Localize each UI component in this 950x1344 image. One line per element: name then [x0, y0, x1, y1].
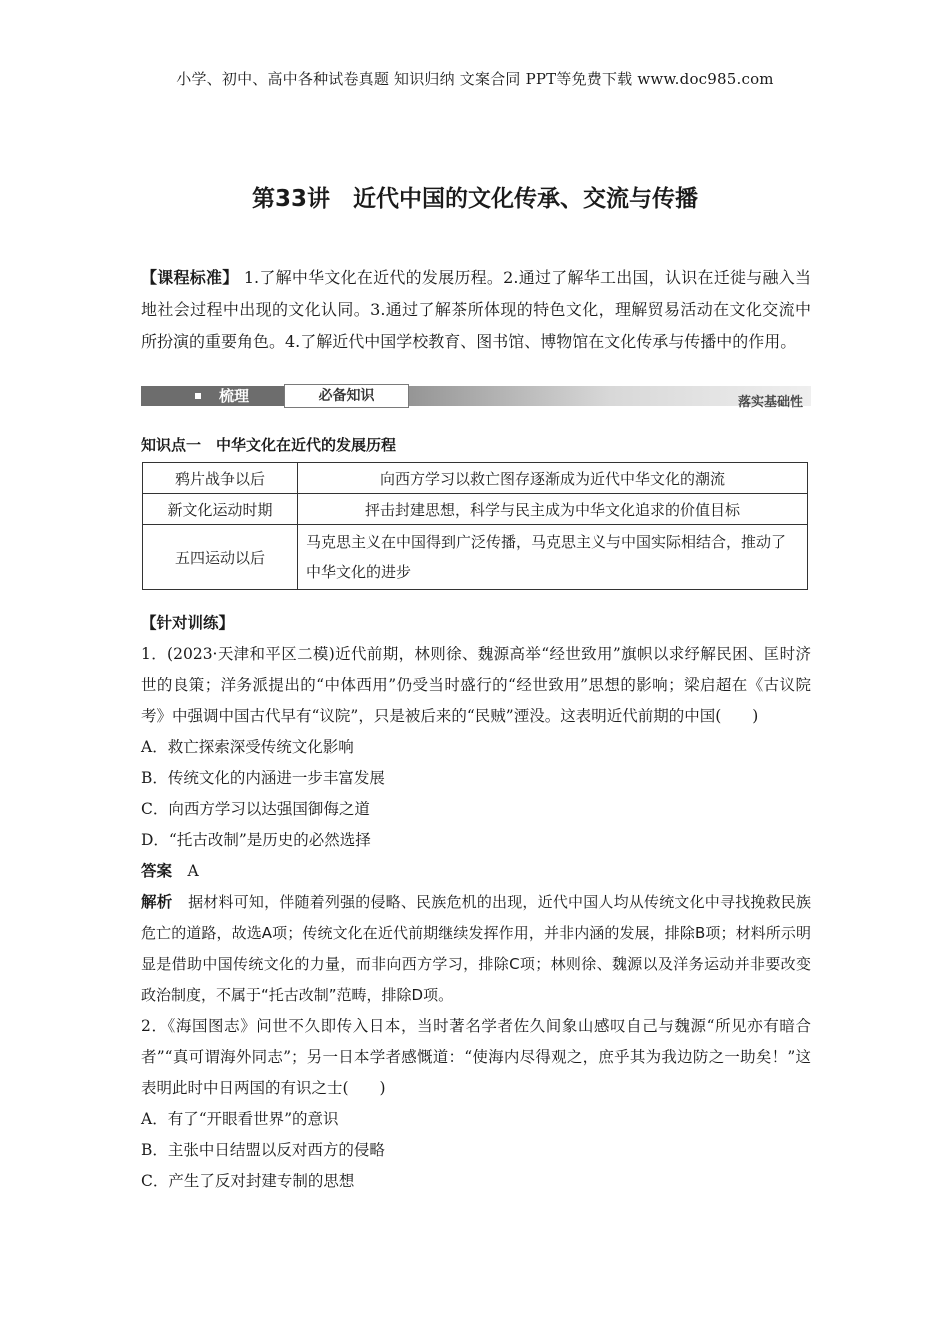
table-cell-content: 向西方学习以救亡图存逐渐成为近代中华文化的潮流: [298, 463, 808, 494]
banner-left: [141, 386, 284, 406]
practice-heading: 【针对训练】: [141, 614, 235, 632]
answer-label: 答案: [141, 862, 173, 880]
question-2-stem: 2．《海国图志》问世不久即传入日本，当时著名学者佐久间象山感叹自己与魏源“所见亦有暗合者”“真可谓海外同志”；另一日本学者感慨道：“使海内尽得观之，庶乎其为我边防之一助矣！”这表明此时中日两国的有识之士( ): [141, 1017, 811, 1097]
question-2-option-a: A．有了“开眼看世界”的意识: [141, 1110, 339, 1128]
question-1-option-b: B．传统文化的内涵进一步丰富发展: [141, 769, 385, 787]
analysis-text: 据材料可知，伴随着列强的侵略、民族危机的出现，近代中国人均从传统文化中寻找挽救民族危亡的道路，故选A项；传统文化在近代前期继续发挥作用，并非内涵的发展，排除B项；材料所示明显是借助中国传统文化的力量，而非向西方学习，排除C项；林则徐、魏源以及洋务运动并非要改变政治制度，不属于“托古改制”范畴，排除D项。: [141, 893, 811, 1004]
question-2-option-b: B．主张中日结盟以反对西方的侵略: [141, 1141, 385, 1159]
table-cell-content: 马克思主义在中国得到广泛传播，马克思主义与中国实际相结合，推动了中华文化的进步: [298, 525, 808, 590]
table-cell-period: 新文化运动时期: [143, 494, 298, 525]
knowledge-table: [142, 462, 808, 590]
practice-section: [141, 608, 811, 1197]
question-1-option-a: A．救亡探索深受传统文化影响: [141, 738, 354, 756]
square-icon: [195, 393, 201, 399]
banner-middle-label: 必备知识: [284, 384, 409, 408]
question-1-answer: [141, 856, 811, 887]
page-title: 第33讲 近代中国的文化传承、交流与传播: [251, 186, 698, 212]
answer-value: A: [187, 862, 199, 880]
table-row: [143, 525, 808, 590]
banner-left-label: 梳理: [219, 387, 250, 405]
question-2-option-c: C．产生了反对封建专制的思想: [141, 1172, 355, 1190]
question-1-analysis: [141, 887, 811, 1011]
knowledge-point-title: 知识点一 中华文化在近代的发展历程: [141, 436, 397, 454]
page-header: 小学、初中、高中各种试卷真题 知识归纳 文案合同 PPT等免费下载 www.doc985.com: [176, 70, 774, 88]
question-1-option-c: C．向西方学习以达强国御侮之道: [141, 800, 370, 818]
question-1-stem: 1．(2023·天津和平区二模)近代前期，林则徐、魏源高举“经世致用”旗帜以求纾解民困、匡时济世的良策；洋务派提出的“中体西用”仍受当时盛行的“经世致用”思想的影响；梁启超在《古议院考》中强调中国古代早有“议院”，只是被后来的“民贼”湮没。这表明近代前期的中国( ): [141, 645, 811, 725]
table-cell-content: 抨击封建思想，科学与民主成为中华文化追求的价值目标: [298, 494, 808, 525]
table-row: [143, 463, 808, 494]
table-cell-period: 鸦片战争以后: [143, 463, 298, 494]
course-standard-text: 1.了解中华文化在近代的发展历程。2.通过了解华工出国，认识在迁徙与融入当地社会过程中出现的文化认同。3.通过了解茶所体现的特色文化，理解贸易活动在文化交流中所扮演的重要角色。4.了解近代中国学校教育、图书馆、博物馆在文化传承与传播中的作用。: [141, 268, 811, 351]
analysis-label: 解析: [141, 893, 173, 911]
table-row: [143, 494, 808, 525]
table-cell-period: 五四运动以后: [143, 525, 298, 590]
course-standard-label: 【课程标准】: [141, 268, 239, 287]
section-banner: [141, 383, 811, 411]
question-1-option-d: D．“托古改制”是历史的必然选择: [141, 831, 371, 849]
banner-right-label: 落实基础性: [737, 395, 803, 410]
course-standard: [141, 262, 811, 358]
